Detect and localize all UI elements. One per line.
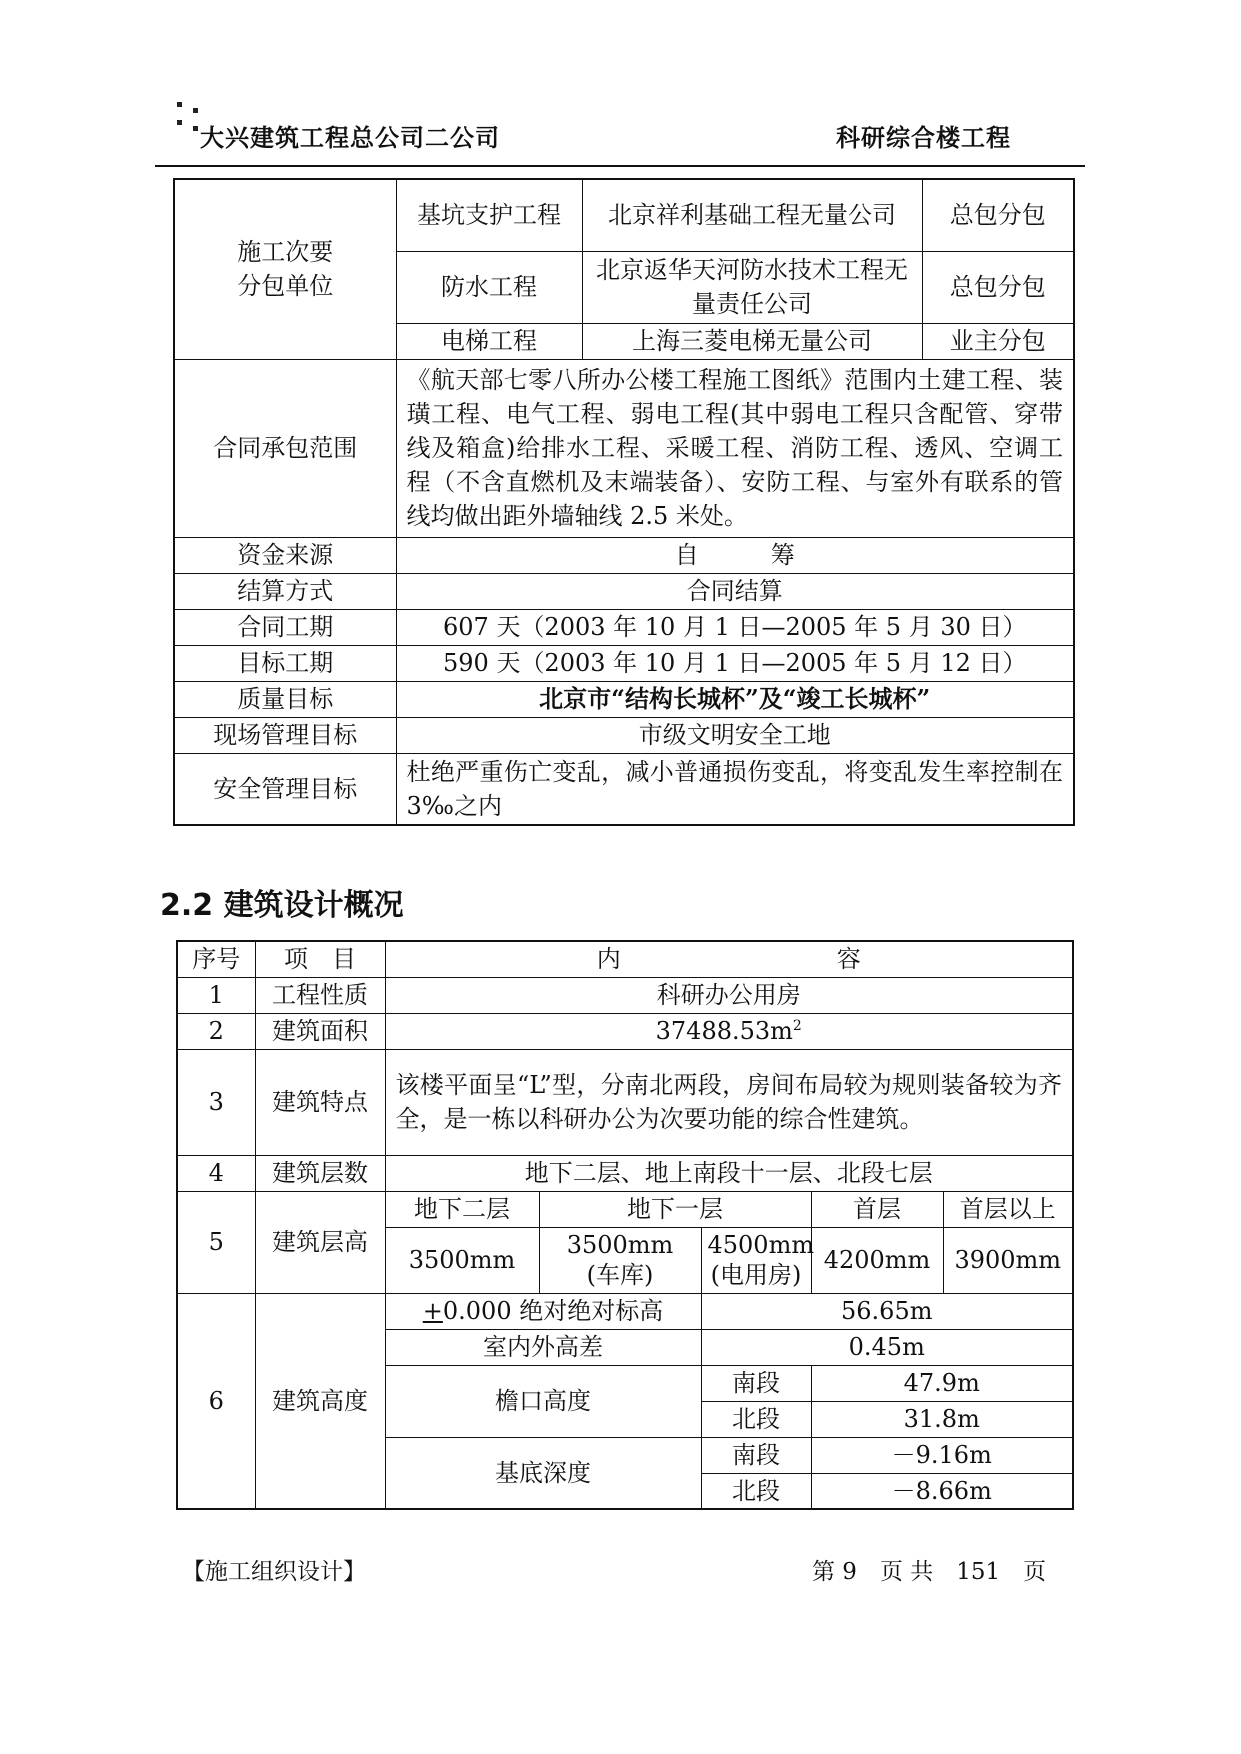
abs-elevation-label [385, 1293, 701, 1329]
floor-height-note: (电用房) [710, 1261, 802, 1289]
eave-south-value: 47.9m [811, 1365, 1073, 1401]
row-no: 4 [177, 1155, 255, 1191]
south-section-label: 南段 [701, 1365, 811, 1401]
row-value: 科研办公用房 [385, 977, 1073, 1013]
base-depth-label: 基底深度 [385, 1437, 701, 1509]
safety-target: 杜绝严重伤亡变乱，减小普通损伤变乱，将变乱发生率控制在 3‰之内 [396, 753, 1074, 825]
row-label: 现场管理目标 [174, 717, 396, 753]
floor-heading: 首层以上 [943, 1191, 1073, 1227]
base-north-value: －8.66m [811, 1473, 1073, 1509]
subcontract-type: 业主分包 [922, 323, 1074, 359]
table-row [174, 717, 1074, 753]
row-no: 3 [177, 1049, 255, 1155]
building-design-table [176, 940, 1074, 1510]
area-value: 37488.53m [655, 1017, 793, 1045]
subcontract-item: 基坑支护工程 [396, 179, 582, 251]
row-label: 质量目标 [174, 681, 396, 717]
subcontract-company: 北京返华天河防水技术工程无量责任公司 [582, 251, 922, 323]
floor-heading: 地下一层 [539, 1191, 811, 1227]
abs-elevation-text: 0.000 绝对绝对标高 [442, 1297, 664, 1325]
floor-height: 3900mm [943, 1227, 1073, 1293]
row-label: 安全管理目标 [174, 753, 396, 825]
row-item: 工程性质 [255, 977, 385, 1013]
header-rule [155, 165, 1085, 167]
subcontract-type: 总包分包 [922, 179, 1074, 251]
row-item: 建筑面积 [255, 1013, 385, 1049]
table-row [174, 537, 1074, 573]
row-label: 合同承包范围 [174, 359, 396, 537]
table-row [174, 179, 1074, 251]
table-header-row [177, 941, 1073, 977]
subcontract-company: 上海三菱电梯无量公司 [582, 323, 922, 359]
abs-elevation-value: 56.65m [701, 1293, 1073, 1329]
subcontract-item: 防水工程 [396, 251, 582, 323]
section-title: 2.2 建筑设计概况 [160, 888, 404, 923]
table-row [174, 753, 1074, 825]
footer-page-number: 第 9 页 共 151 页 [812, 1559, 1047, 1585]
table-row [177, 1293, 1073, 1329]
header-content: 内 容 [385, 941, 1073, 977]
area-unit-exponent: 2 [792, 1018, 802, 1034]
row-item: 建筑层数 [255, 1155, 385, 1191]
floor-heading: 首层 [811, 1191, 943, 1227]
table-row [177, 1155, 1073, 1191]
height-diff-label: 室内外高差 [385, 1329, 701, 1365]
base-south-value: －9.16m [811, 1437, 1073, 1473]
row-label: 目标工期 [174, 645, 396, 681]
table-row [174, 609, 1074, 645]
subcontract-label: 施工次要 分包单位 [174, 179, 396, 359]
floor-height: 3500mm [385, 1227, 539, 1293]
height-diff-value: 0.45m [701, 1329, 1073, 1365]
table-row [177, 1049, 1073, 1155]
floor-height [701, 1227, 815, 1293]
eave-north-value: 31.8m [811, 1401, 1073, 1437]
south-section-label: 南段 [701, 1437, 811, 1473]
eave-height-label: 檐口高度 [385, 1365, 701, 1437]
header-item: 项 目 [255, 941, 385, 977]
site-management-target: 市级文明安全工地 [396, 717, 1074, 753]
plus-minus-sign: + [422, 1297, 443, 1325]
footer-doc-title: 【施工组织设计】 [182, 1559, 366, 1585]
subcontract-type: 总包分包 [922, 251, 1074, 323]
table-row [177, 1191, 1073, 1227]
row-no: 1 [177, 977, 255, 1013]
floor-height-value: 4500mm [707, 1231, 815, 1259]
header-no: 序号 [177, 941, 255, 977]
row-no: 5 [177, 1191, 255, 1293]
funding-source: 自 筹 [396, 537, 1074, 573]
table-row [174, 645, 1074, 681]
row-no: 2 [177, 1013, 255, 1049]
row-value: 地下二层、地上南段十一层、北段七层 [385, 1155, 1073, 1191]
header-project: 科研综合楼工程 [836, 123, 1011, 152]
quality-target: 北京市“结构长城杯”及“竣工长城杯” [396, 681, 1074, 717]
floor-height: 4200mm [811, 1227, 943, 1293]
north-section-label: 北段 [701, 1401, 811, 1437]
table-row [174, 573, 1074, 609]
row-value: 该楼平面呈“L”型，分南北两段，房间布局较为规则装备较为齐全，是一栋以科研办公为次要功能的综合性建筑。 [385, 1049, 1073, 1155]
floor-height-note: (车库) [586, 1261, 654, 1289]
row-label: 资金来源 [174, 537, 396, 573]
contract-period: 607 天（2003 年 10 月 1 日—2005 年 5 月 30 日） [396, 609, 1074, 645]
floor-heading: 地下二层 [385, 1191, 539, 1227]
target-period: 590 天（2003 年 10 月 1 日—2005 年 5 月 12 日） [396, 645, 1074, 681]
row-no: 6 [177, 1293, 255, 1509]
floor-height-value: 3500mm [566, 1231, 674, 1259]
row-item: 建筑层高 [255, 1191, 385, 1293]
project-info-table [173, 178, 1075, 826]
table-row [177, 1013, 1073, 1049]
table-row [174, 359, 1074, 537]
row-item: 建筑高度 [255, 1293, 385, 1509]
settlement-method: 合同结算 [396, 573, 1074, 609]
table-row [174, 681, 1074, 717]
header-company: 大兴建筑工程总公司二公司 [200, 123, 500, 152]
row-item: 建筑特点 [255, 1049, 385, 1155]
subcontract-company: 北京祥利基础工程无量公司 [582, 179, 922, 251]
row-label: 合同工期 [174, 609, 396, 645]
contract-scope: 《航天部七零八所办公楼工程施工图纸》范围内土建工程、装璜工程、电气工程、弱电工程(其中弱电工程只含配管、穿带线及箱盒)给排水工程、采暖工程、消防工程、透风、空调工程（不含直燃机及末端装备）、安防工程、与室外有联系的管线均做出距外墙轴线 2.5 米处。 [396, 359, 1074, 537]
row-label: 结算方式 [174, 573, 396, 609]
north-section-label: 北段 [701, 1473, 811, 1509]
table-row [177, 977, 1073, 1013]
subcontract-item: 电梯工程 [396, 323, 582, 359]
row-value [385, 1013, 1073, 1049]
floor-height [539, 1227, 701, 1293]
